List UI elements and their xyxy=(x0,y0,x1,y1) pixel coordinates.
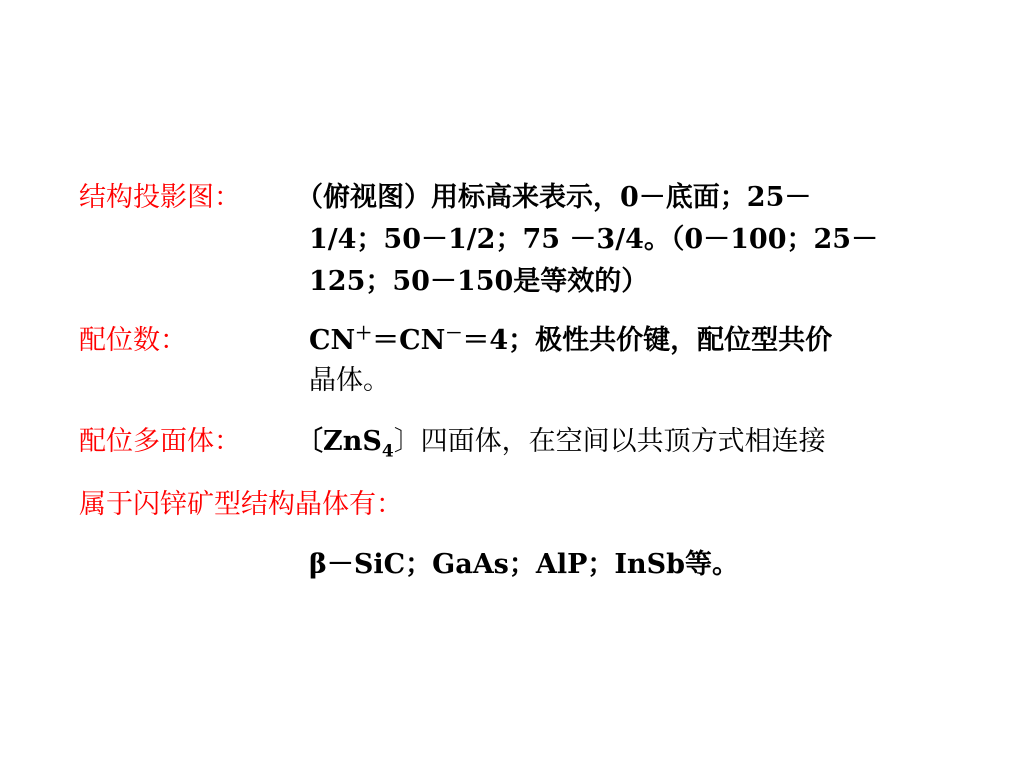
sphalerite-examples: β－SiC；GaAs；AlP；InSb等。 xyxy=(309,549,740,580)
coordination-text-line1 xyxy=(309,324,832,358)
minus-superscript: － xyxy=(445,324,463,344)
coordination-text-line2: 晶体。 xyxy=(309,365,390,396)
projection-text-line1: （俯视图）用标高来表示，0－底面；25－ xyxy=(296,182,812,213)
polyhedron-formula: 〔ZnS xyxy=(296,426,382,457)
sphalerite-heading: 属于闪锌矿型结构晶体有： xyxy=(79,489,403,520)
plus-superscript: ＋ xyxy=(355,324,373,344)
projection-text-line2: 1/4；50－1/2；75 －3/4。（0－100；25－ xyxy=(309,224,879,255)
coordination-label: 配位数： xyxy=(79,325,187,356)
cn-prefix: CN xyxy=(309,325,356,356)
projection-text-line3: 125；50－150是等效的） xyxy=(309,266,649,297)
cn-eq2: ＝4；极性共价键，配位型共价 xyxy=(462,325,833,356)
cn-eq1: ＝CN xyxy=(372,325,446,356)
polyhedron-description: 〕四面体，在空间以共顶方式相连接 xyxy=(393,426,826,457)
projection-label: 结构投影图： xyxy=(79,182,241,213)
polyhedron-subscript: 4 xyxy=(381,441,394,462)
polyhedron-label: 配位多面体： xyxy=(79,426,241,457)
polyhedron-text xyxy=(296,425,826,462)
